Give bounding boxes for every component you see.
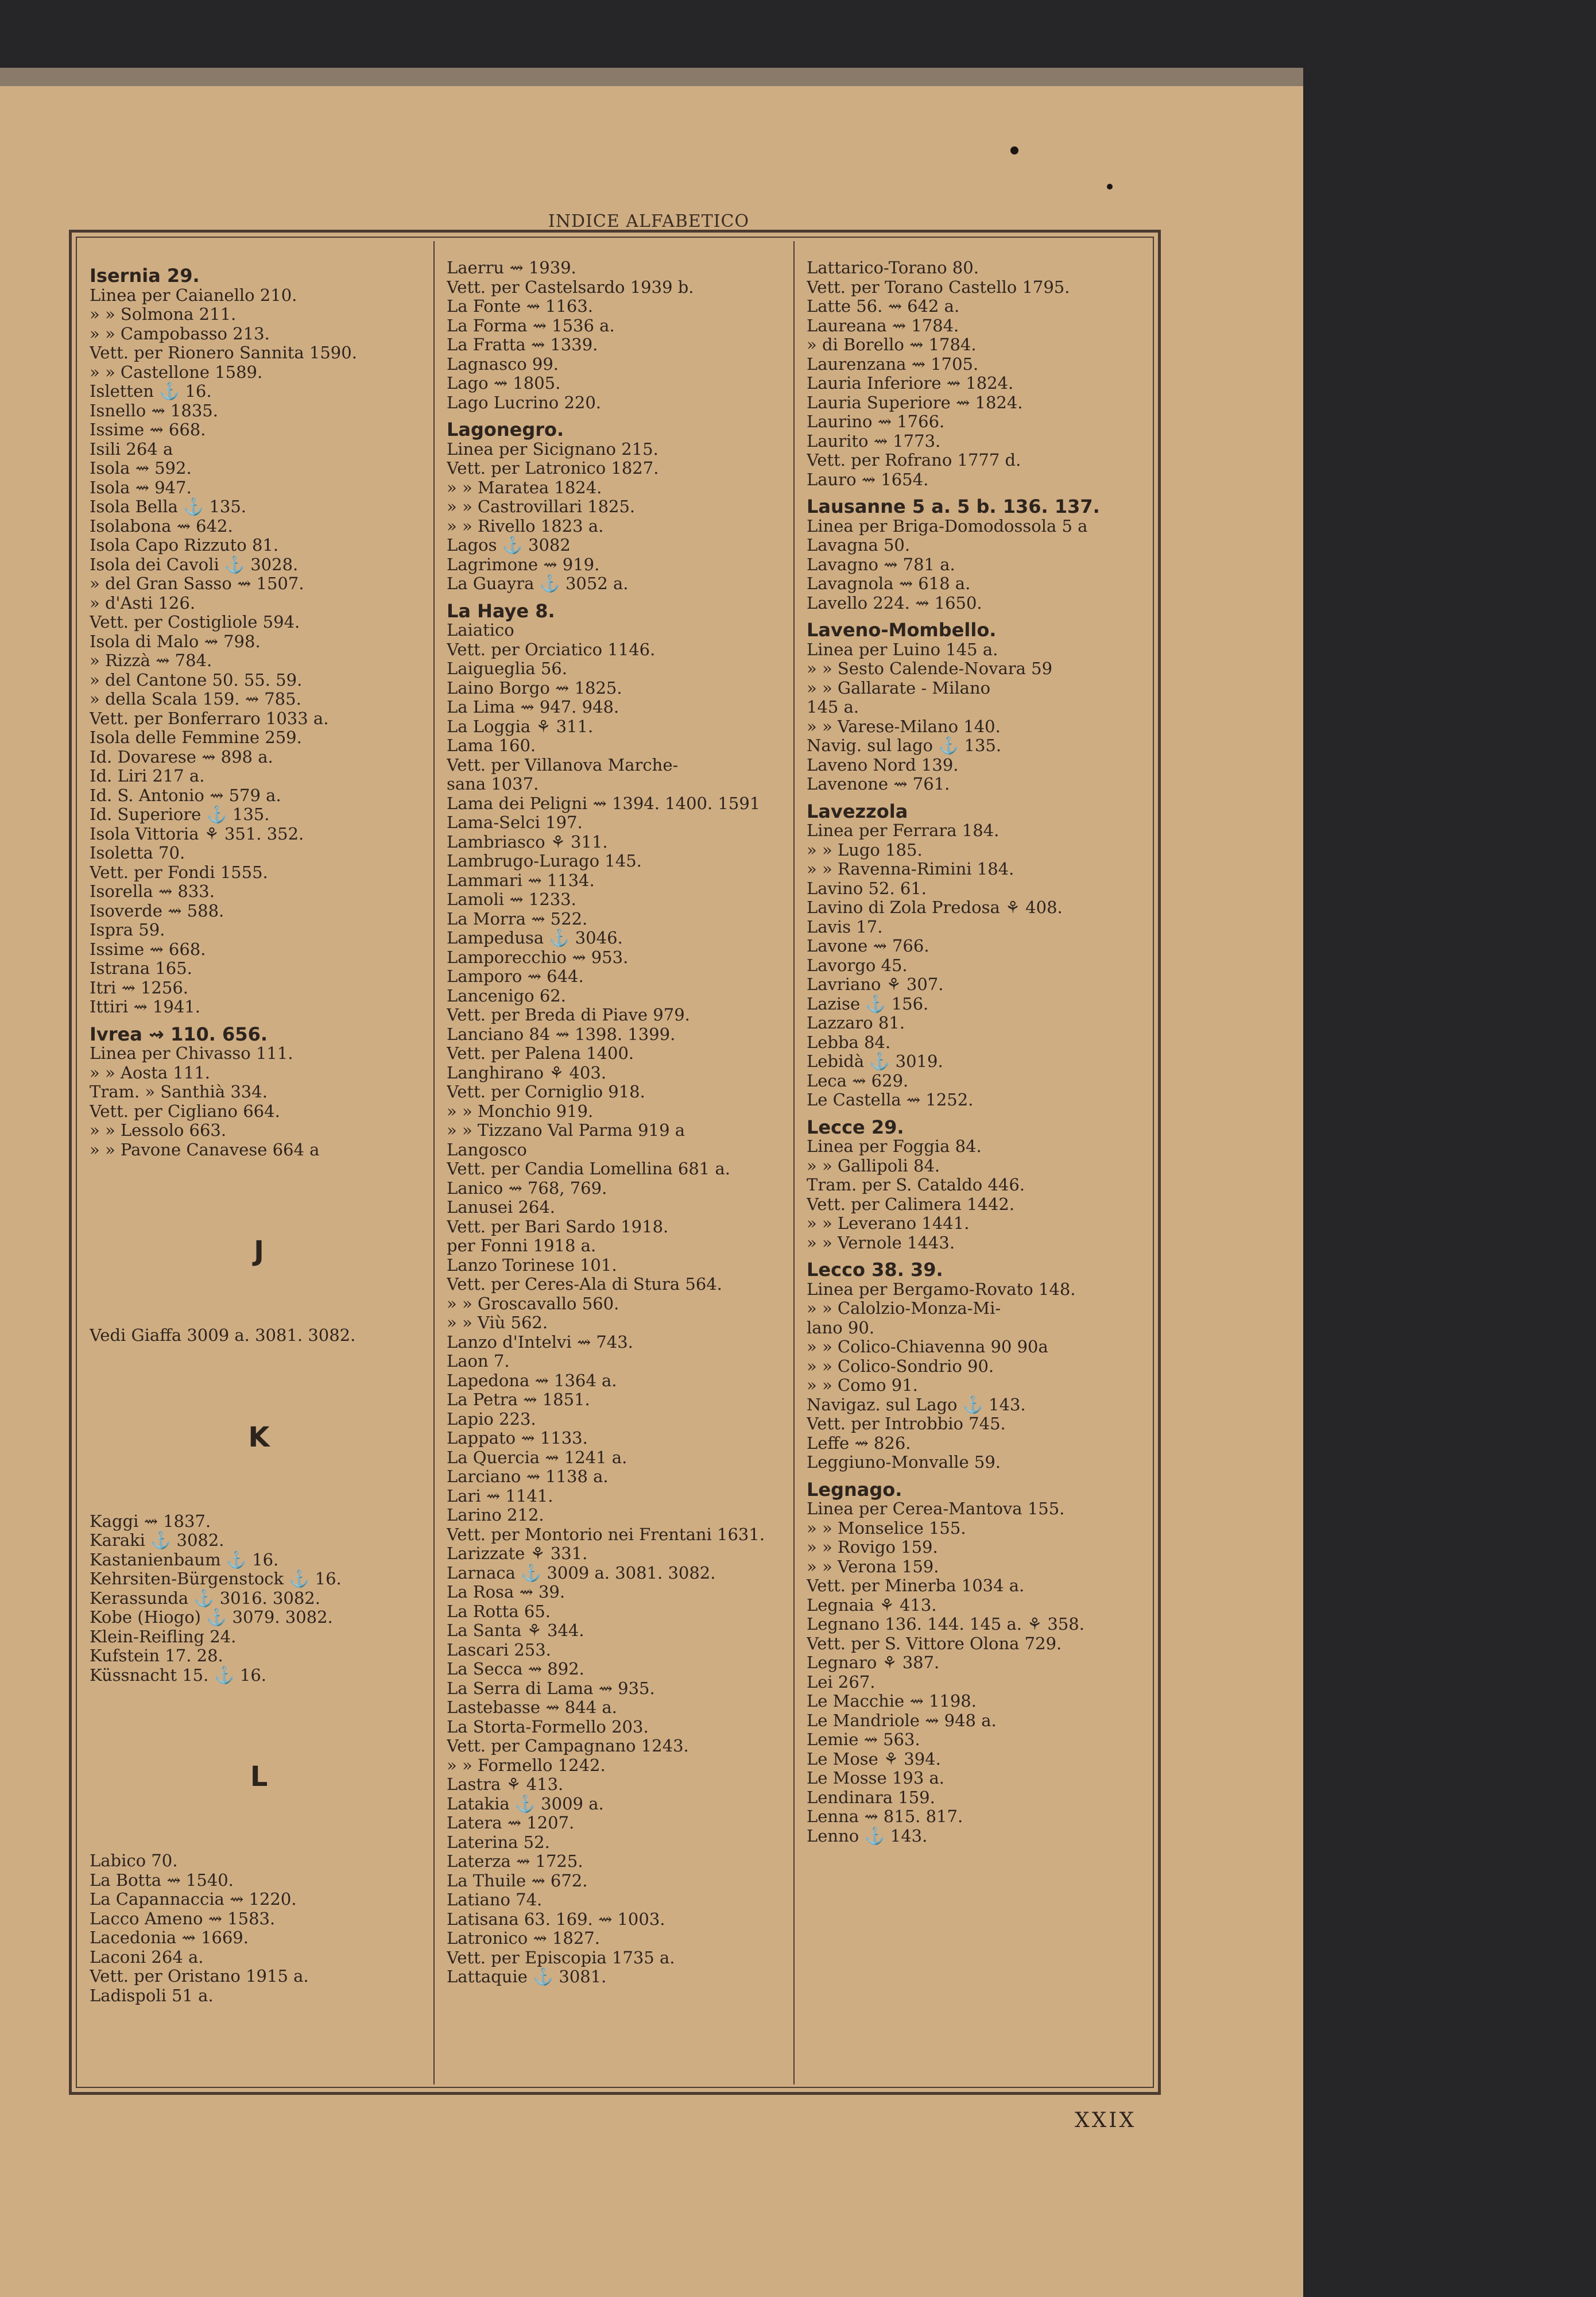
index-entry: Isletten ⚓ 16. xyxy=(90,381,212,401)
index-entry: Larino 212. xyxy=(447,1505,544,1525)
index-entry: Lanzo d'Intelvi ⇝ 743. xyxy=(447,1332,633,1352)
index-entry: La Rosa ⇝ 39. xyxy=(447,1582,565,1602)
index-entry: La Thuile ⇝ 672. xyxy=(447,1870,588,1890)
index-entry: La Capannaccia ⇝ 1220. xyxy=(90,1889,297,1909)
index-entry: » » Gallarate - Milano xyxy=(807,678,991,698)
index-entry: Lacco Ameno ⇝ 1583. xyxy=(90,1908,276,1928)
index-entry: Issime ⇝ 668. xyxy=(90,420,206,439)
index-entry: » » Castellone 1589. xyxy=(90,362,263,382)
index-entry: » » Monselice 155. xyxy=(807,1518,966,1538)
index-entry: Legnano 136. 144. 145 a. ⚘ 358. xyxy=(807,1614,1084,1634)
index-entry: Vett. per Corniglio 918. xyxy=(447,1082,645,1101)
index-entry: Lavriano ⚘ 307. xyxy=(807,975,944,994)
index-entry: Vett. per Bari Sardo 1918. xyxy=(447,1216,669,1236)
index-entry: Lavagna 50. xyxy=(807,535,911,555)
index-entry: » del Gran Sasso ⇝ 1507. xyxy=(90,574,304,593)
index-entry: Larciano ⇝ 1138 a. xyxy=(447,1467,609,1486)
index-entry: » » Colico-Chiavenna 90 90a xyxy=(807,1337,1048,1356)
index-entry: lano 90. xyxy=(807,1317,875,1337)
index-entry: Vett. per Rofrano 1777 d. xyxy=(807,450,1021,470)
index-entry: Lama dei Peligni ⇝ 1394. 1400. 1591 xyxy=(447,793,761,813)
index-entry: Legnaro ⚘ 387. xyxy=(807,1653,940,1672)
index-entry: Id. Liri 217 a. xyxy=(90,766,205,786)
section-letter: K xyxy=(248,1421,270,1453)
column-rule xyxy=(433,241,435,2085)
index-entry: Isola Vittoria ⚘ 351. 352. xyxy=(90,823,304,844)
index-entry: Le Castella ⇝ 1252. xyxy=(807,1090,974,1109)
index-entry: Langhirano ⚘ 403. xyxy=(447,1062,607,1082)
index-entry: » » Sesto Calende-Novara 59 xyxy=(807,659,1053,678)
index-entry: Lacedonia ⇝ 1669. xyxy=(90,1928,249,1947)
index-entry: Lauria Superiore ⇝ 1824. xyxy=(807,392,1023,412)
index-entry: Vett. per Candia Lomellina 681 a. xyxy=(447,1159,730,1178)
index-entry: Lagos ⚓ 3082 xyxy=(447,535,571,555)
index-entry: » » Calolzio-Monza-Mi- xyxy=(807,1298,1001,1318)
index-entry: Isoletta 70. xyxy=(90,843,185,863)
index-entry: Kaggi ⇝ 1837. xyxy=(90,1511,211,1531)
index-entry: » » Colico-Sondrio 90. xyxy=(807,1356,994,1376)
index-entry: » » Viù 562. xyxy=(447,1313,548,1332)
index-entry: Kerassunda ⚓ 3016. 3082. xyxy=(90,1588,320,1608)
index-entry: per Fonni 1918 a. xyxy=(447,1236,596,1255)
index-entry: Isola Capo Rizzuto 81. xyxy=(90,535,279,555)
ink-spot xyxy=(1010,146,1018,154)
index-entry: » » Campobasso 213. xyxy=(90,323,270,343)
index-entry: Tram. » Santhià 334. xyxy=(90,1082,268,1101)
index-entry: Vett. per Palena 1400. xyxy=(447,1043,634,1063)
index-entry: Lavino di Zola Predosa ⚘ 408. xyxy=(807,898,1063,917)
index-entry: » » Rivello 1823 a. xyxy=(447,516,604,536)
index-entry: Latronico ⇝ 1827. xyxy=(447,1928,600,1948)
index-entry: Lebba 84. xyxy=(807,1032,891,1052)
ink-spot xyxy=(1107,184,1113,190)
index-entry: La Quercia ⇝ 1241 a. xyxy=(447,1447,627,1467)
index-entry: Klein-Reifling 24. xyxy=(90,1626,237,1646)
index-entry: Laurino ⇝ 1766. xyxy=(807,412,945,431)
index-entry: Laigueglia 56. xyxy=(447,659,567,678)
index-entry: Lavagno ⇝ 781 a. xyxy=(807,554,955,574)
index-entry: Vett. per Episcopia 1735 a. xyxy=(447,1947,675,1967)
index-entry: » » Tizzano Val Parma 919 a xyxy=(447,1120,685,1140)
index-entry: » » Lugo 185. xyxy=(807,840,923,860)
index-entry: Isola ⇝ 947. xyxy=(90,477,192,497)
index-heading: Lecco 38. 39. xyxy=(807,1259,943,1281)
index-heading: Legnago. xyxy=(807,1478,902,1501)
index-entry: » » Aosta 111. xyxy=(90,1062,210,1082)
index-entry: Lavis 17. xyxy=(807,917,883,937)
index-entry: Laurito ⇝ 1773. xyxy=(807,431,941,451)
index-entry: » » Verona 159. xyxy=(807,1556,939,1576)
index-entry: Isola delle Femmine 259. xyxy=(90,728,302,747)
index-entry: Tram. per S. Cataldo 446. xyxy=(807,1175,1025,1194)
index-entry: Laurenzana ⇝ 1705. xyxy=(807,354,979,374)
index-entry: Vett. per Rionero Sannita 1590. xyxy=(90,343,357,362)
index-entry: Vett. per Bonferraro 1033 a. xyxy=(90,708,329,728)
index-entry: Laon 7. xyxy=(447,1351,510,1371)
index-entry: Lari ⇝ 1141. xyxy=(447,1486,553,1506)
index-entry: Lammari ⇝ 1134. xyxy=(447,870,595,890)
index-entry: » » Pavone Canavese 664 a xyxy=(90,1139,320,1159)
index-entry: » » Gallipoli 84. xyxy=(807,1155,940,1175)
index-entry: Latakia ⚓ 3009 a. xyxy=(447,1793,604,1813)
index-entry: Lebidà ⚓ 3019. xyxy=(807,1051,943,1071)
index-entry: Linea per Ferrara 184. xyxy=(807,821,1000,840)
index-entry: Linea per Briga-Domodossola 5 a xyxy=(807,516,1088,536)
index-entry: La Forma ⇝ 1536 a. xyxy=(447,315,615,335)
index-entry: Laiatico xyxy=(447,620,514,640)
index-entry: » » Maratea 1824. xyxy=(447,477,602,497)
index-entry: La Loggia ⚘ 311. xyxy=(447,716,594,736)
index-heading: La Haye 8. xyxy=(447,600,555,622)
index-entry: Id. S. Antonio ⇝ 579 a. xyxy=(90,785,281,805)
index-entry: Lamoli ⇝ 1233. xyxy=(447,890,576,909)
index-entry: Lagrimone ⇝ 919. xyxy=(447,554,600,574)
index-entry: Lenno ⚓ 143. xyxy=(807,1826,928,1846)
section-letter: J xyxy=(254,1235,264,1267)
index-entry: Vett. per Villanova Marche- xyxy=(447,755,679,775)
index-entry: Lavenone ⇝ 761. xyxy=(807,774,950,794)
index-entry: Larizzate ⚘ 331. xyxy=(447,1544,588,1563)
index-entry: Lama 160. xyxy=(447,736,536,755)
index-entry: Le Macchie ⇝ 1198. xyxy=(807,1691,977,1711)
index-entry: Isolabona ⇝ 642. xyxy=(90,516,233,536)
index-entry: Ladispoli 51 a. xyxy=(90,1985,214,2005)
index-entry: La Botta ⇝ 1540. xyxy=(90,1870,234,1890)
index-entry: Vedi Giaffa 3009 a. 3081. 3082. xyxy=(90,1325,356,1345)
index-entry: Isola ⇝ 592. xyxy=(90,458,192,478)
index-entry: Itri ⇝ 1256. xyxy=(90,977,189,997)
index-entry: Vett. per Fondi 1555. xyxy=(90,862,268,882)
index-entry: Lapedona ⇝ 1364 a. xyxy=(447,1370,617,1390)
index-entry: Isoverde ⇝ 588. xyxy=(90,900,224,921)
index-entry: Vett. per Campagnano 1243. xyxy=(447,1736,689,1755)
index-entry: » » Groscavallo 560. xyxy=(447,1293,619,1313)
index-entry: » Rizzà ⇝ 784. xyxy=(90,651,212,670)
index-entry: Lambrugo-Lurago 145. xyxy=(447,851,642,871)
index-entry: Isola Bella ⚓ 135. xyxy=(90,497,247,516)
index-entry: » » Lessolo 663. xyxy=(90,1120,227,1140)
index-entry: Latisana 63. 169. ⇝ 1003. xyxy=(447,1909,665,1929)
index-entry: Lattaquie ⚓ 3081. xyxy=(447,1967,607,1986)
index-entry: » » Como 91. xyxy=(807,1375,918,1395)
index-entry: La Fratta ⇝ 1339. xyxy=(447,335,598,354)
index-entry: Vett. per Introbbio 745. xyxy=(807,1414,1006,1433)
index-entry: Latiano 74. xyxy=(447,1890,543,1909)
index-entry: Lambriasco ⚘ 311. xyxy=(447,832,608,852)
index-entry: Labico 70. xyxy=(90,1851,178,1870)
index-entry: Le Mose ⚘ 394. xyxy=(807,1749,941,1769)
index-entry: Laino Borgo ⇝ 1825. xyxy=(447,678,622,698)
index-heading: Laveno-Mombello. xyxy=(807,619,997,641)
index-entry: Lauro ⇝ 1654. xyxy=(807,469,929,489)
index-entry: Kufstein 17. 28. xyxy=(90,1646,223,1665)
index-entry: Linea per Sicignano 215. xyxy=(447,439,658,459)
index-heading: Isernia 29. xyxy=(90,265,200,287)
index-entry: Lendinara 159. xyxy=(807,1787,935,1807)
index-entry: Linea per Chivasso 111. xyxy=(90,1043,293,1063)
index-entry: Vett. per S. Vittore Olona 729. xyxy=(807,1633,1062,1653)
index-entry: La Lima ⇝ 947. 948. xyxy=(447,697,619,717)
index-entry: Navig. sul lago ⚓ 135. xyxy=(807,736,1002,755)
index-entry: Lemie ⇝ 563. xyxy=(807,1730,920,1749)
index-entry: » » Monchio 919. xyxy=(447,1101,594,1121)
index-entry: La Fonte ⇝ 1163. xyxy=(447,296,594,316)
index-entry: Vett. per Castelsardo 1939 b. xyxy=(447,277,694,297)
index-entry: Ispra 59. xyxy=(90,920,165,939)
index-entry: La Petra ⇝ 1851. xyxy=(447,1390,590,1409)
index-entry: Laveno Nord 139. xyxy=(807,755,959,775)
index-entry: La Morra ⇝ 522. xyxy=(447,908,588,929)
index-entry: La Secca ⇝ 892. xyxy=(447,1659,584,1679)
index-entry: Lago ⇝ 1805. xyxy=(447,373,561,393)
index-entry: Lavone ⇝ 766. xyxy=(807,936,929,956)
index-entry: Le Mosse 193 a. xyxy=(807,1768,945,1788)
index-entry: Küssnacht 15. ⚓ 16. xyxy=(90,1665,267,1685)
index-entry: Lavello 224. ⇝ 1650. xyxy=(807,593,982,613)
index-entry: Lauria Inferiore ⇝ 1824. xyxy=(807,373,1014,393)
index-entry: Id. Superiore ⚓ 135. xyxy=(90,805,270,824)
index-entry: Larnaca ⚓ 3009 a. 3081. 3082. xyxy=(447,1563,716,1583)
index-entry: Vett. per Minerba 1034 a. xyxy=(807,1576,1025,1595)
index-entry: Lapio 223. xyxy=(447,1409,536,1429)
index-entry: Leggiuno-Monvalle 59. xyxy=(807,1452,1001,1472)
index-entry: » » Formello 1242. xyxy=(447,1755,606,1775)
index-entry: Lagnasco 99. xyxy=(447,354,559,374)
index-entry: Lei 267. xyxy=(807,1672,876,1692)
index-heading: Ivrea ⇝ 110. 656. xyxy=(90,1023,268,1045)
index-entry: Lappato ⇝ 1133. xyxy=(447,1428,588,1448)
index-heading: Lecce 29. xyxy=(807,1116,904,1138)
index-entry: Istrana 165. xyxy=(90,958,192,978)
index-entry: Isola dei Cavoli ⚓ 3028. xyxy=(90,554,299,574)
index-entry: La Guayra ⚓ 3052 a. xyxy=(447,574,629,593)
index-entry: Lattarico-Torano 80. xyxy=(807,258,979,277)
index-entry: Vett. per Montorio nei Frentani 1631. xyxy=(447,1524,765,1544)
index-entry: Lama-Selci 197. xyxy=(447,813,583,832)
page-number: XXIX xyxy=(1075,2109,1137,2132)
index-entry: Vett. per Calimera 1442. xyxy=(807,1194,1015,1214)
index-entry: La Santa ⚘ 344. xyxy=(447,1621,584,1640)
index-entry: Vett. per Latronico 1827. xyxy=(447,458,659,478)
index-entry: Vett. per Costigliole 594. xyxy=(90,612,300,632)
index-entry: Vett. per Orciatico 1146. xyxy=(447,639,656,659)
index-entry: Karaki ⚓ 3082. xyxy=(90,1530,224,1550)
index-entry: La Serra di Lama ⇝ 935. xyxy=(447,1678,655,1698)
index-entry: Linea per Foggia 84. xyxy=(807,1136,982,1156)
index-entry: Lamporecchio ⇝ 953. xyxy=(447,947,629,967)
index-entry: Laureana ⇝ 1784. xyxy=(807,315,959,335)
index-entry: Lago Lucrino 220. xyxy=(447,392,602,412)
index-entry: sana 1037. xyxy=(447,774,539,794)
index-entry: Lazise ⚓ 156. xyxy=(807,993,929,1014)
index-entry: » » Leverano 1441. xyxy=(807,1213,970,1233)
index-entry: » » Rovigo 159. xyxy=(807,1537,938,1557)
index-entry: Vett. per Cigliano 664. xyxy=(90,1101,280,1121)
index-entry: Leffe ⇝ 826. xyxy=(807,1433,911,1453)
index-entry: » » Varese-Milano 140. xyxy=(807,716,1001,736)
index-entry: Vett. per Oristano 1915 a. xyxy=(90,1966,309,1986)
index-entry: Latte 56. ⇝ 642 a. xyxy=(807,296,960,316)
index-entry: Lampedusa ⚓ 3046. xyxy=(447,928,623,948)
index-entry: » » Solmona 211. xyxy=(90,304,237,324)
index-entry: » d'Asti 126. xyxy=(90,593,196,613)
index-entry: Linea per Luino 145 a. xyxy=(807,639,998,659)
index-entry: Lanusei 264. xyxy=(447,1197,556,1217)
index-entry: Lancenigo 62. xyxy=(447,985,566,1006)
index-entry: Lamporo ⇝ 644. xyxy=(447,966,584,986)
index-entry: Isola di Malo ⇝ 798. xyxy=(90,631,261,651)
index-heading: Lagonegro. xyxy=(447,419,564,440)
index-entry: Kobe (Hiogo) ⚓ 3079. 3082. xyxy=(90,1607,333,1627)
index-entry: Lascari 253. xyxy=(447,1639,551,1660)
index-entry: » di Borello ⇝ 1784. xyxy=(807,335,977,354)
index-entry: Linea per Caianello 210. xyxy=(90,285,297,305)
index-entry: Linea per Bergamo-Rovato 148. xyxy=(807,1279,1076,1299)
index-entry: » » Castrovillari 1825. xyxy=(447,497,636,516)
index-entry: Laterza ⇝ 1725. xyxy=(447,1851,583,1871)
index-column-2 xyxy=(447,258,785,2079)
section-letter: L xyxy=(250,1761,268,1793)
index-entry: Vett. per Ceres-Ala di Stura 564. xyxy=(447,1274,722,1294)
index-entry: Navigaz. sul Lago ⚓ 143. xyxy=(807,1394,1026,1414)
index-column-3 xyxy=(807,258,1145,2079)
index-entry: Laerru ⇝ 1939. xyxy=(447,258,576,277)
index-entry: Id. Dovarese ⇝ 898 a. xyxy=(90,747,273,767)
index-entry: Kehrsiten-Bürgenstock ⚓ 16. xyxy=(90,1569,342,1588)
index-column-1 xyxy=(90,258,428,2079)
index-entry: Issime ⇝ 668. xyxy=(90,939,206,959)
index-entry: Laterina 52. xyxy=(447,1832,550,1852)
index-entry: Lanciano 84 ⇝ 1398. 1399. xyxy=(447,1024,676,1044)
index-entry: Lanico ⇝ 768, 769. xyxy=(447,1178,607,1198)
index-entry: Isorella ⇝ 833. xyxy=(90,881,215,901)
index-entry: Isnello ⇝ 1835. xyxy=(90,400,218,420)
index-heading: Lavezzola xyxy=(807,800,908,822)
index-entry: Kastanienbaum ⚓ 16. xyxy=(90,1549,279,1569)
column-rule xyxy=(793,241,795,2085)
index-entry: 145 a. xyxy=(807,697,859,717)
index-entry: Vett. per Breda di Piave 979. xyxy=(447,1005,690,1024)
index-heading: Lausanne 5 a. 5 b. 136. 137. xyxy=(807,496,1100,517)
index-entry: » del Cantone 50. 55. 59. xyxy=(90,670,303,690)
index-entry: Latera ⇝ 1207. xyxy=(447,1813,575,1832)
index-entry: » » Ravenna-Rimini 184. xyxy=(807,859,1014,879)
index-entry: Ittiri ⇝ 1941. xyxy=(90,997,200,1016)
index-entry: Lavagnola ⇝ 618 a. xyxy=(807,574,971,593)
index-entry: Lavorgo 45. xyxy=(807,955,908,975)
index-entry: Lanzo Torinese 101. xyxy=(447,1255,617,1275)
index-entry: Isili 264 a xyxy=(90,439,173,459)
index-entry: Lastra ⚘ 413. xyxy=(447,1774,564,1794)
index-entry: La Storta-Formello 203. xyxy=(447,1716,649,1737)
index-entry: Langosco xyxy=(447,1139,527,1159)
index-entry: Legnaia ⚘ 413. xyxy=(807,1595,937,1615)
page-header: INDICE ALFABETICO xyxy=(548,211,750,231)
index-entry: Laconi 264 a. xyxy=(90,1947,204,1967)
index-entry: » della Scala 159. ⇝ 785. xyxy=(90,689,301,709)
index-entry: Lastebasse ⇝ 844 a. xyxy=(447,1697,617,1717)
index-entry: » » Vernole 1443. xyxy=(807,1232,955,1252)
index-entry: Lenna ⇝ 815. 817. xyxy=(807,1807,963,1826)
index-entry: La Rotta 65. xyxy=(447,1601,551,1621)
index-entry: Linea per Cerea-Mantova 155. xyxy=(807,1499,1065,1518)
index-entry: Lazzaro 81. xyxy=(807,1013,905,1033)
index-entry: Vett. per Torano Castello 1795. xyxy=(807,277,1070,297)
index-entry: Le Mandriole ⇝ 948 a. xyxy=(807,1710,997,1730)
index-entry: Leca ⇝ 629. xyxy=(807,1070,909,1091)
index-entry: Lavino 52. 61. xyxy=(807,878,927,898)
